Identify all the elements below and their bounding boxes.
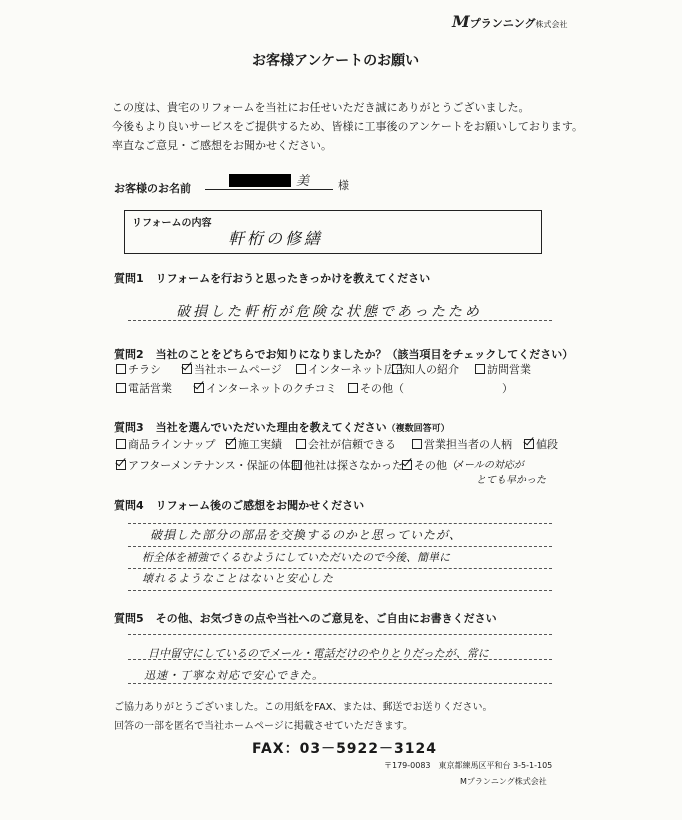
company-logo xyxy=(452,12,568,31)
checkbox[interactable] xyxy=(116,439,126,449)
q5-heading xyxy=(114,610,497,626)
option-label: 知人の紹介 xyxy=(404,363,459,376)
q5-answer-2-text: 丁寧な対応で安心できた。 xyxy=(180,669,324,682)
q4-number: 質問4 xyxy=(114,499,144,512)
q1-answer-line xyxy=(128,320,552,321)
option-label: アフターメンテナンス・保証の体制 xyxy=(128,459,302,472)
checkbox-checked[interactable] xyxy=(402,460,412,470)
option-label: 当社ホームページ xyxy=(194,363,282,376)
footer-postal-address: 〒179-0083 東京都練馬区平和台 3-5-1-105 xyxy=(384,761,553,770)
q4-line-4 xyxy=(128,590,552,591)
checkbox-checked[interactable] xyxy=(524,439,534,449)
q2-option-visit-sales[interactable] xyxy=(475,362,531,377)
q3-number: 質問3 xyxy=(114,421,144,434)
option-label: 営業担当者の人柄 xyxy=(424,438,512,451)
q5-line-3 xyxy=(128,683,552,684)
option-label: インターネット広告 xyxy=(308,363,407,376)
q2-option-referral[interactable] xyxy=(392,362,459,377)
customer-name-label: お客様のお名前 xyxy=(114,182,191,195)
q2-option-internet-reviews[interactable] xyxy=(194,381,337,396)
q2-text: 当社のことをどちらでお知りになりましたか？（該当項目をチェックしてください） xyxy=(155,348,574,361)
checkbox[interactable] xyxy=(296,364,306,374)
redacted-name-block xyxy=(229,174,291,187)
q3-heading xyxy=(114,419,450,435)
q2-option-phone-sales[interactable] xyxy=(116,381,172,396)
q3-option-other[interactable] xyxy=(402,458,458,473)
logo-suffix: 株式会社 xyxy=(535,20,568,29)
intro-line-2: 今後もより良いサービスをご提供するため、皆様に工事後のアンケートをお願いしております。 xyxy=(112,120,584,133)
q1-answer: 破損した軒桁が危険な状態であったため xyxy=(176,304,482,320)
q3-option-sales-rep[interactable] xyxy=(412,437,512,452)
q5-answer-2-prefix: 迅速・ xyxy=(144,669,180,682)
q4-line-3 xyxy=(128,568,552,569)
checkbox[interactable] xyxy=(292,460,302,470)
checkbox[interactable] xyxy=(348,383,358,393)
q3-other-answer-2: とても早かった xyxy=(476,475,546,486)
customer-name-suffix: 様 xyxy=(338,179,349,192)
option-label: 電話営業 xyxy=(128,382,172,395)
q5-line-1 xyxy=(128,634,552,635)
option-label: 訪問営業 xyxy=(487,363,531,376)
q3-option-price[interactable] xyxy=(524,437,558,452)
checkbox[interactable] xyxy=(412,439,422,449)
logo-mark: M xyxy=(452,12,470,31)
checkbox-checked[interactable] xyxy=(182,364,192,374)
customer-name-underline xyxy=(205,189,333,190)
checkbox[interactable] xyxy=(475,364,485,374)
checkbox[interactable] xyxy=(116,383,126,393)
page-title: お客様アンケートのお願い xyxy=(252,53,420,69)
q3-note: （複数回答可） xyxy=(386,424,450,434)
q4-line-2 xyxy=(128,546,552,547)
q2-option-other[interactable] xyxy=(348,381,404,396)
option-label: インターネットのクチコミ xyxy=(206,382,337,395)
checkbox-checked[interactable] xyxy=(116,460,126,470)
q2-option-homepage[interactable] xyxy=(182,362,282,377)
checkbox[interactable] xyxy=(116,364,126,374)
q3-option-aftercare[interactable] xyxy=(116,458,302,473)
option-label: その他（ xyxy=(360,382,404,395)
intro-line-3: 率直なご意見・ご感想をお聞かせください。 xyxy=(112,139,332,152)
footer-fax: FAX：03－5922－3124 xyxy=(252,741,437,757)
q5-answer-1: 日中留守にしているのでメール・電話だけのやりとりだったが、常に xyxy=(148,647,489,660)
q5-line-2 xyxy=(128,659,552,660)
checkbox-checked[interactable] xyxy=(194,383,204,393)
q4-answer-1: 破損した部分の部品を交換するのかと思っていたが、 xyxy=(150,528,463,542)
footer-company: Mプランニング株式会社 xyxy=(460,777,547,786)
checkbox[interactable] xyxy=(392,364,402,374)
reform-label: リフォームの内容 xyxy=(132,218,212,229)
option-label: 会社が信頼できる xyxy=(308,438,396,451)
checkbox[interactable] xyxy=(296,439,306,449)
option-label: 値段 xyxy=(536,438,558,451)
q2-number: 質問2 xyxy=(114,348,144,361)
q1-number: 質問1 xyxy=(114,272,144,285)
q3-option-no-other-companies[interactable] xyxy=(292,458,403,473)
q2-close-paren: ） xyxy=(502,382,513,395)
q4-line-1 xyxy=(128,523,552,524)
q3-text: 当社を選んでいただいた理由を教えてください xyxy=(155,421,387,434)
q1-heading xyxy=(114,270,430,286)
option-label: チラシ xyxy=(128,363,161,376)
option-label: 商品ラインナップ xyxy=(128,438,216,451)
q4-answer-2: 桁全体を補強でくるむようにしていただいたので今後、簡単に xyxy=(142,551,450,564)
q2-option-internet-ad[interactable] xyxy=(296,362,406,377)
q3-option-product-lineup[interactable] xyxy=(116,437,215,452)
option-label: 施工実績 xyxy=(238,438,282,451)
q5-text: その他、お気づきの点や当社へのご意見を、ご自由にお書きください xyxy=(155,612,497,625)
q3-option-trustworthy[interactable] xyxy=(296,437,396,452)
q4-heading xyxy=(114,497,364,513)
checkbox-checked[interactable] xyxy=(226,439,236,449)
footer-thanks: ご協力ありがとうございました。この用紙をFAX、または、郵送でお送りください。 xyxy=(114,702,493,713)
option-label: 他社は探さなかった xyxy=(304,459,403,472)
q2-heading xyxy=(114,346,573,362)
q5-number: 質問5 xyxy=(114,612,144,625)
logo-text: プランニング xyxy=(469,17,536,30)
q1-text: リフォームを行おうと思ったきっかけを教えてください xyxy=(155,272,431,285)
q4-answer-3: 壊れるようなことはないと安心した xyxy=(142,572,334,585)
intro-line-1: この度は、貴宅のリフォームを当社にお任せいただき誠にありがとうございました。 xyxy=(112,101,530,114)
option-label: その他（ xyxy=(414,459,458,472)
reform-content: 軒桁の修繕 xyxy=(228,229,324,248)
q2-option-flyer[interactable] xyxy=(116,362,161,377)
footer-publish-note: 回答の一部を匿名で当社ホームページに掲載させていただきます。 xyxy=(114,721,413,732)
q3-other-answer-1: メールの対応が xyxy=(454,460,524,471)
customer-name-visible: 美 xyxy=(296,174,311,189)
q3-option-track-record[interactable] xyxy=(226,437,282,452)
q4-text: リフォーム後のご感想をお聞かせください xyxy=(155,499,365,512)
q5-answer-2 xyxy=(144,667,324,683)
